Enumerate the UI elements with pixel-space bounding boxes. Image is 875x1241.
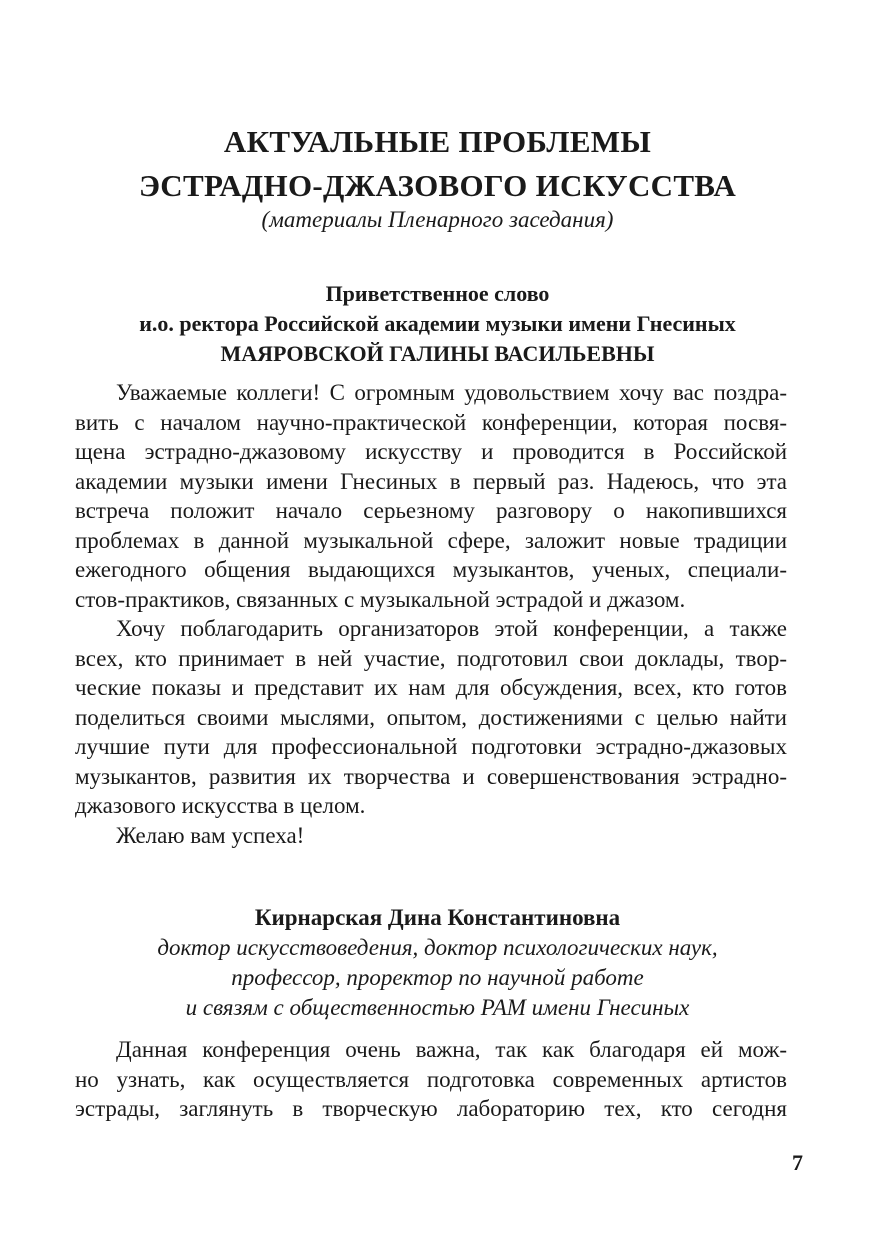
text-line: эстрады, заглянуть в творческую лабораторию тех, кто сегодня — [75, 1096, 787, 1121]
article-subtitle: (материалы Пленарного заседания) — [261, 207, 614, 232]
text-line: встреча положит начало серьезному разговору о накопившихся — [75, 498, 787, 523]
greeting-paragraph-1 — [75, 378, 787, 614]
greeting-heading-line-2: и.о. ректора Российской академии музыки имени Гнесиных — [139, 311, 736, 336]
page-number: 7 — [792, 1150, 803, 1175]
text-line: джазового искусства в целом. — [75, 793, 366, 818]
text-line: но узнать, как осуществляется подготовка современных артистов — [75, 1066, 787, 1092]
greeting-heading-line-3: МАЯРОВСКОЙ ГАЛИНЫ ВАСИЛЬЕВНЫ — [220, 341, 655, 366]
text-line: щена эстрадно-джазовому искусству и проводится в Российской — [75, 439, 787, 464]
article-title — [0, 120, 875, 208]
speech-paragraph-1 — [75, 1035, 787, 1124]
text-line: поделиться своими мыслями, опытом, достижениями с целью найти — [75, 704, 787, 730]
greeting-body — [75, 378, 787, 850]
text-line: академии музыки имени Гнесиных в первый раз. Надеюсь, что эта — [75, 468, 787, 494]
greeting-paragraph-3 — [75, 821, 787, 851]
text-line: стов-практиков, связанных с музыкальной эстрадой и джазом. — [75, 586, 686, 612]
title-line-2: ЭСТРАДНО-ДЖАЗОВОГО ИСКУССТВА — [138, 168, 737, 203]
text-line: проблемах в данной музыкальной сфере, заложит новые традиции — [75, 527, 787, 553]
text-line: Уважаемые коллеги! С огромным удовольствием хочу вас поздра- — [116, 380, 787, 405]
speaker-block — [0, 903, 875, 1023]
speech-body — [75, 1035, 787, 1124]
speaker-name: Кирнарская Дина Константиновна — [254, 905, 621, 930]
greeting-paragraph-2 — [75, 614, 787, 821]
title-line-1: АКТУАЛЬНЫЕ ПРОБЛЕМЫ — [223, 124, 652, 159]
text-line: музыкантов, развития их творчества и совершенствования эстрадно- — [75, 763, 787, 789]
text-line: ежегодного общения выдающихся музыкантов, ученых, специали- — [75, 557, 787, 582]
text-line: ческие показы и представит их нам для обсуждения, всех, кто готов — [75, 675, 787, 700]
text-line: Данная конференция очень важна, так как благодаря ей мож- — [116, 1037, 787, 1062]
text-line: Желаю вам успеха! — [116, 822, 305, 848]
text-line: Хочу поблагодарить организаторов этой конференции, а также — [116, 616, 787, 641]
speaker-position-line-1: доктор искусствоведения, доктор психологических наук, — [157, 935, 718, 960]
greeting-heading — [0, 279, 875, 369]
speaker-position-line-3: и связям с общественностью РАМ имени Гнесиных — [185, 995, 690, 1020]
speaker-position-line-2: профессор, проректор по научной работе — [231, 965, 644, 990]
text-line: лучшие пути для профессиональной подготовки эстрадно-джазовых — [75, 734, 787, 759]
text-line: всех, кто принимает в ней участие, подготовил свои доклады, твор- — [75, 645, 787, 671]
greeting-heading-line-1: Приветственное слово — [325, 281, 550, 306]
text-line: вить с началом научно-практической конференции, которая посвя- — [75, 409, 787, 435]
